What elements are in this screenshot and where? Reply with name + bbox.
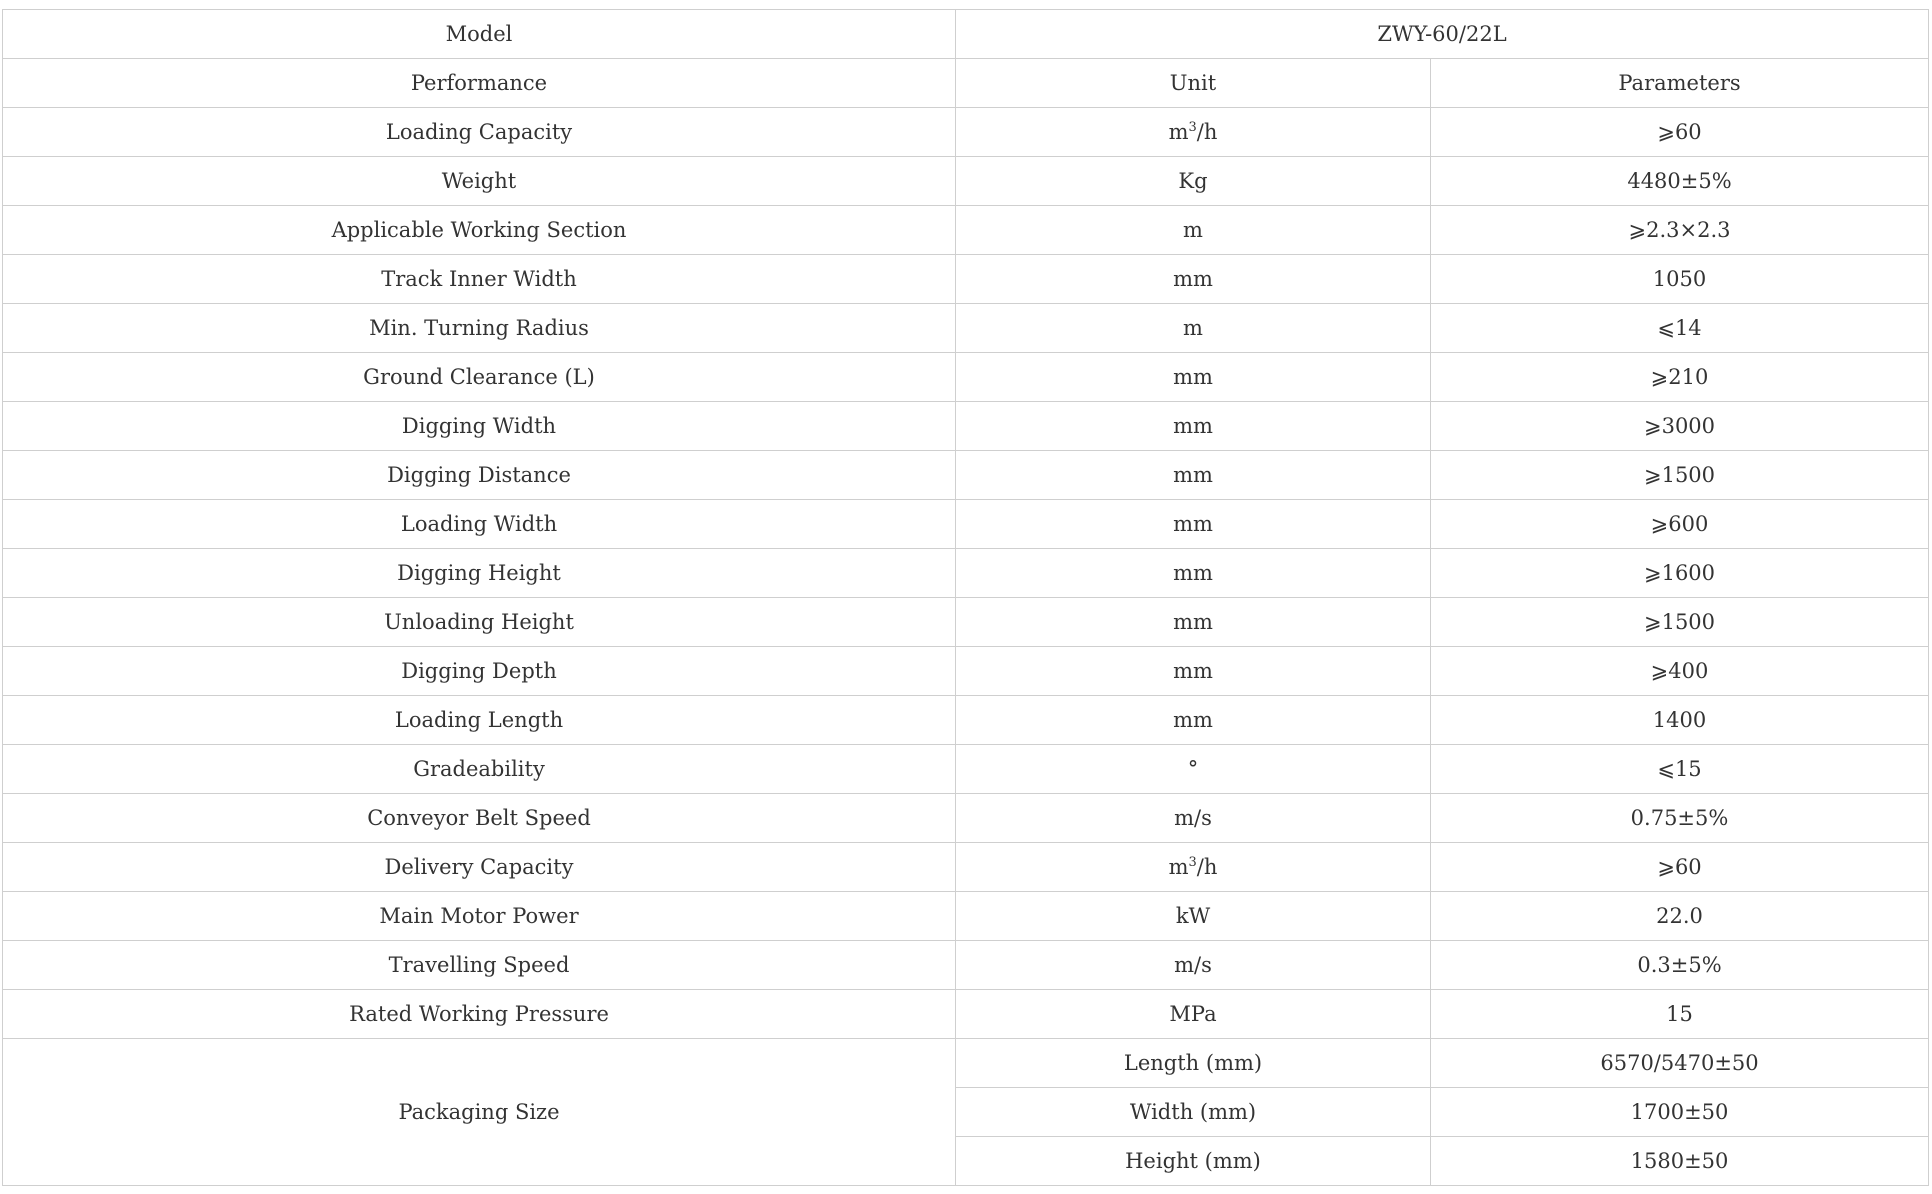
performance-cell: Digging Width: [3, 402, 956, 451]
table-row: [3, 304, 1929, 353]
spec-table-container: [2, 9, 1928, 1186]
performance-cell: Rated Working Pressure: [3, 990, 956, 1039]
value-cell: ⩾1500: [1431, 451, 1929, 500]
model-label: Model: [3, 10, 956, 59]
unit-cell: m/s: [956, 941, 1431, 990]
unit-base: m: [1168, 120, 1189, 144]
performance-cell: Weight: [3, 157, 956, 206]
performance-cell: Ground Clearance (L): [3, 353, 956, 402]
table-row: [3, 990, 1929, 1039]
table-row: [3, 157, 1929, 206]
unit-superscript: 3: [1188, 120, 1197, 135]
table-row: [3, 745, 1929, 794]
performance-cell: Unloading Height: [3, 598, 956, 647]
unit-cell: Height (mm): [956, 1137, 1431, 1186]
unit-cell: mm: [956, 598, 1431, 647]
value-cell: ⩽14: [1431, 304, 1929, 353]
unit-cell: [956, 843, 1431, 892]
value-cell: ⩾1500: [1431, 598, 1929, 647]
unit-cell: m/s: [956, 794, 1431, 843]
table-row: [3, 451, 1929, 500]
value-cell: ⩾1600: [1431, 549, 1929, 598]
table-row: [3, 402, 1929, 451]
unit-cell: mm: [956, 255, 1431, 304]
table-row: [3, 206, 1929, 255]
table-row: [3, 255, 1929, 304]
unit-cell: mm: [956, 353, 1431, 402]
value-cell: 1700±50: [1431, 1088, 1929, 1137]
value-cell: 6570/5470±50: [1431, 1039, 1929, 1088]
value-cell: 1580±50: [1431, 1137, 1929, 1186]
table-row: [3, 500, 1929, 549]
unit-cell: °: [956, 745, 1431, 794]
header-unit: Unit: [956, 59, 1431, 108]
value-cell: 1050: [1431, 255, 1929, 304]
value-cell: ⩾210: [1431, 353, 1929, 402]
unit-base: m: [1168, 855, 1189, 879]
model-value: ZWY-60/22L: [956, 10, 1929, 59]
value-cell: 22.0: [1431, 892, 1929, 941]
table-row: [3, 647, 1929, 696]
unit-cell: Length (mm): [956, 1039, 1431, 1088]
header-performance: Performance: [3, 59, 956, 108]
value-cell: 4480±5%: [1431, 157, 1929, 206]
value-cell: ⩾600: [1431, 500, 1929, 549]
unit-cell: mm: [956, 500, 1431, 549]
performance-cell: Delivery Capacity: [3, 843, 956, 892]
performance-cell: Digging Distance: [3, 451, 956, 500]
value-cell: ⩾2.3×2.3: [1431, 206, 1929, 255]
unit-tail: /h: [1196, 855, 1218, 879]
unit-cell: MPa: [956, 990, 1431, 1039]
unit-cell: m: [956, 206, 1431, 255]
value-cell: ⩾60: [1431, 108, 1929, 157]
performance-cell: Track Inner Width: [3, 255, 956, 304]
unit-cell: kW: [956, 892, 1431, 941]
table-row: [3, 892, 1929, 941]
table-row: [3, 549, 1929, 598]
table-row: [3, 794, 1929, 843]
unit-cell: Kg: [956, 157, 1431, 206]
unit-cell: mm: [956, 402, 1431, 451]
value-cell: 15: [1431, 990, 1929, 1039]
header-row: [3, 59, 1929, 108]
value-cell: 0.75±5%: [1431, 794, 1929, 843]
performance-cell: Applicable Working Section: [3, 206, 956, 255]
unit-cell: mm: [956, 696, 1431, 745]
unit-tail: /h: [1196, 120, 1218, 144]
unit-cell: mm: [956, 647, 1431, 696]
value-cell: 0.3±5%: [1431, 941, 1929, 990]
table-row: [3, 108, 1929, 157]
performance-cell: Min. Turning Radius: [3, 304, 956, 353]
header-parameters: Parameters: [1431, 59, 1929, 108]
spec-table: [2, 9, 1929, 1186]
table-row: [3, 843, 1929, 892]
packaging-row-length: [3, 1039, 1929, 1088]
unit-cell: Width (mm): [956, 1088, 1431, 1137]
performance-cell: Conveyor Belt Speed: [3, 794, 956, 843]
performance-cell: Digging Depth: [3, 647, 956, 696]
table-row: [3, 353, 1929, 402]
unit-superscript: 3: [1188, 855, 1197, 870]
unit-cell: mm: [956, 549, 1431, 598]
performance-cell: Loading Length: [3, 696, 956, 745]
unit-cell: [956, 108, 1431, 157]
packaging-size-label: Packaging Size: [3, 1039, 956, 1186]
unit-cell: m: [956, 304, 1431, 353]
value-cell: ⩾3000: [1431, 402, 1929, 451]
performance-cell: Travelling Speed: [3, 941, 956, 990]
table-row: [3, 598, 1929, 647]
table-row: [3, 941, 1929, 990]
value-cell: ⩾60: [1431, 843, 1929, 892]
performance-cell: Loading Width: [3, 500, 956, 549]
unit-cell: mm: [956, 451, 1431, 500]
table-row: [3, 696, 1929, 745]
value-cell: ⩾400: [1431, 647, 1929, 696]
value-cell: ⩽15: [1431, 745, 1929, 794]
value-cell: 1400: [1431, 696, 1929, 745]
performance-cell: Digging Height: [3, 549, 956, 598]
model-row: [3, 10, 1929, 59]
performance-cell: Loading Capacity: [3, 108, 956, 157]
performance-cell: Gradeability: [3, 745, 956, 794]
performance-cell: Main Motor Power: [3, 892, 956, 941]
